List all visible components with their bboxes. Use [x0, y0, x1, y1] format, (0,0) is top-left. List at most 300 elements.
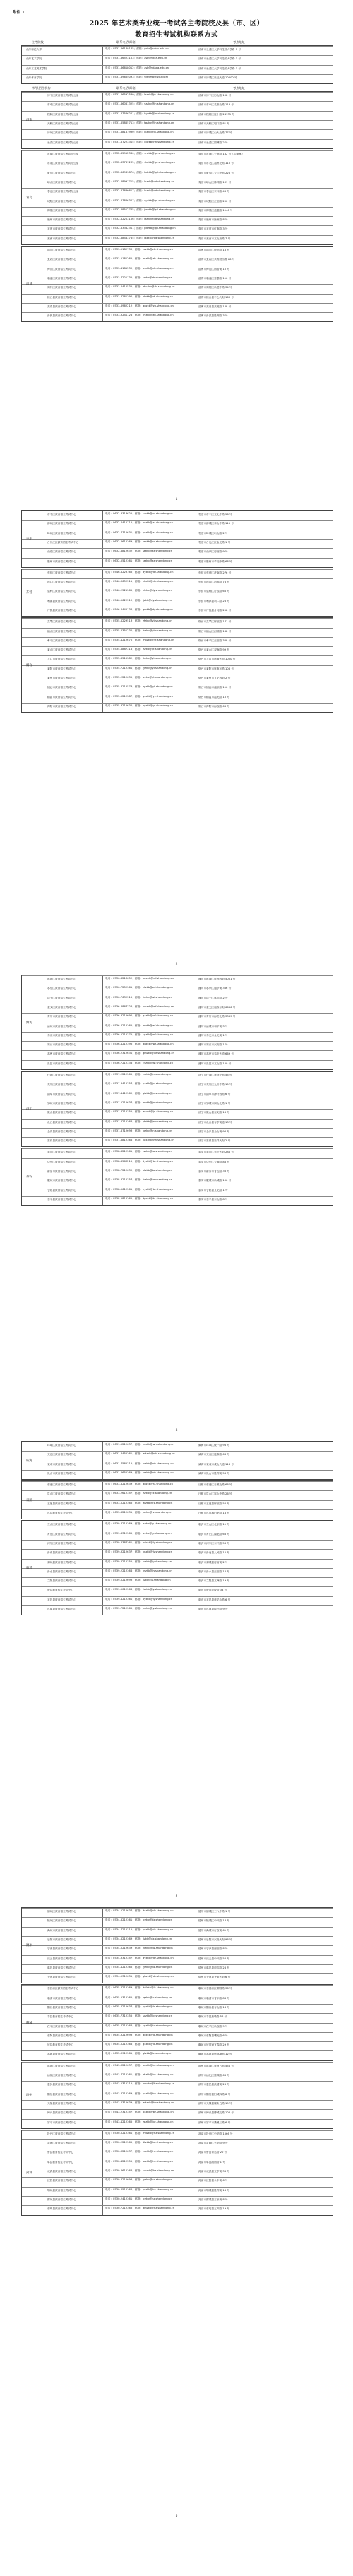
institution-name: 东平县教育招生考试中心 — [47, 1197, 76, 1201]
contact-info: 电话：0533-8261390；邮箱：htzkb@zb.shandong.cn — [105, 295, 173, 298]
exam-site-address: 临沂市河东区东兴路 56 号 — [198, 1541, 229, 1545]
exam-site-address: 济宁市任城区建设北路 55 号 — [198, 1074, 232, 1076]
institution-name: 阳谷县教育招生考试中心 — [47, 2005, 76, 2009]
exam-site-address: 潍坊市昌邑市文山路 100 号 — [198, 1062, 232, 1065]
contact-info: 电话：0543-4212365；邮箱：zpzkb@bz.shandong.cn — [105, 2120, 174, 2123]
institution-name: 青州市教育招生考试中心 — [47, 1015, 76, 1019]
province-label: 日照 — [26, 1498, 32, 1502]
exam-site-address: 聊城市临清市青年路 88 号 — [198, 1996, 229, 2000]
table-row — [22, 1509, 333, 1519]
exam-site-address: 临沂市平邑县莲花山路 6 号 — [198, 1598, 231, 1601]
table-row — [22, 101, 333, 111]
institution-name: 坊子区教育招生考试中心 — [47, 996, 76, 999]
contact-info: 电话：0534-8212361；邮箱：lczkb@dz.shandong.cn — [105, 1918, 173, 1922]
table-row — [22, 684, 333, 694]
institution-name: 鄄城县教育招生考试中心 — [47, 2197, 76, 2201]
exam-site-address: 滨州市阳信县阳城四路 8 号 — [198, 2092, 231, 2096]
exam-site-address: 青岛市即墨区蓝鳌路 1146 号 — [198, 208, 233, 212]
exam-site-address: 济宁市邹城市岗山北路 1 号 — [198, 1101, 231, 1105]
table-row — [22, 1973, 333, 1983]
exam-site-address: 菏泽市定陶区兴华路 9 号 — [198, 2142, 228, 2145]
table-row — [22, 618, 333, 628]
institution-name: 滕州市教育招生考试中心 — [47, 559, 76, 563]
contact-info: 电话：0635-4212368；邮箱：cpzkb@lc.shandong.cn — [105, 2024, 173, 2027]
institution-name: 东港区教育招生考试中心 — [47, 1483, 76, 1487]
institution-name: 五莲县教育招生考试中心 — [47, 1502, 76, 1505]
table-row — [22, 1109, 333, 1119]
table-row — [22, 1605, 333, 1615]
table-row — [22, 1060, 333, 1070]
contact-info: 电话：0530-4212355；邮箱：sxzkb@hz.shandong.cn — [105, 2159, 174, 2163]
contact-info: 电话：0537-8212355；邮箱：wszkb@jn.shandong.cn — [105, 1110, 174, 1114]
contact-info: 电话：0538-5612361；邮箱：nyzkb@ta.shandong.cn — [105, 1187, 174, 1191]
table-row — [22, 637, 333, 647]
table-row — [22, 1985, 333, 1995]
institution-name: 牟平区教育招生考试中心 — [47, 639, 76, 642]
table-row — [22, 548, 333, 558]
table-row — [22, 1927, 333, 1937]
province-label: 东营 — [26, 591, 32, 595]
contact-info: 电话：0546-2521365；邮箱：klzkb@dy.shandong.cn — [105, 589, 173, 593]
institution-name: 高密市教育招生考试中心 — [47, 1052, 76, 1056]
exam-site-address: 青岛市崂山区株洲路 131 号 — [198, 180, 232, 184]
institution-name: 定陶区教育招生考试中心 — [47, 2142, 76, 2145]
institution-name: 沂南县教育招生考试中心 — [47, 1551, 76, 1555]
table-row — [22, 2168, 333, 2178]
table-row — [22, 256, 333, 266]
table-row — [22, 2159, 333, 2168]
exam-site-address: 滨州市惠民县鼓楼街 26 号 — [198, 2083, 229, 2087]
table-row — [22, 1128, 333, 1138]
table-row — [22, 1451, 333, 1461]
institution-name: 沂源县教育招生考试中心 — [47, 314, 76, 318]
exam-site-address: 临沂市费县建设路 38 号 — [198, 1589, 227, 1592]
exam-site-address: 德州市德城区三八中路 1 号 — [198, 1910, 231, 1913]
contact-info: 电话：0531-89655093；邮箱：sdtyzsb@163.com — [105, 75, 169, 78]
contact-info: 电话：0535-8515382；邮箱：lkzkb@yt.shandong.cn — [105, 657, 172, 660]
table-row — [22, 1013, 333, 1023]
contact-table — [21, 510, 333, 568]
table-row — [22, 1577, 333, 1587]
exam-site-address: 滨州市无棣县棣新五路 19 号 — [198, 2101, 232, 2105]
table-row — [22, 530, 333, 540]
institution-name: 山亭区教育招生考试中心 — [47, 550, 76, 554]
table-row — [22, 1568, 333, 1578]
contact-info: 电话：0539-3212637；邮箱：ynzkb@ly.shandong.cn — [105, 1550, 173, 1554]
contact-info: 电话：0635-5212366；邮箱：gxzkb@lc.shandong.cn — [105, 2043, 173, 2046]
institution-name: 德城区教育招生考试中心 — [47, 1910, 76, 1913]
exam-site-address: 滨州市滨城区黄河五路 556 号 — [198, 2064, 234, 2067]
exam-site-address: 济宁市兖州区九州中路 15 号 — [198, 1083, 232, 1086]
exam-site-address: 威海市荣成市成山大道 118 号 — [198, 1462, 234, 1466]
exam-site-address: 烟台市龙口市港城大道 1000 号 — [198, 658, 236, 661]
contact-info: 电话：0535-8212573；邮箱：zyzkb@yt.shandong.cn — [105, 685, 173, 689]
contact-table — [21, 150, 333, 245]
contact-info: 电话：0531-86618012；邮箱：zsb@sdada.edu.cn — [105, 66, 169, 69]
institution-name: 兰山区教育招生考试中心 — [47, 1523, 76, 1526]
exam-site-address: 威海市文登区昆嵛路 68 号 — [198, 1453, 229, 1456]
contact-info: 电话：0536-6212365；邮箱：zczkb@wf.shandong.cn — [105, 1023, 173, 1027]
exam-site-address: 聊城市冠县冠宜春路 29 号 — [198, 2043, 229, 2047]
contact-info: 电话：0535-3212630；邮箱：hyzkb@yt.shandong.cn — [105, 704, 174, 707]
table-row — [22, 2130, 333, 2140]
contact-table — [21, 91, 333, 149]
institution-name: 槐荫区教育招生考试办公室 — [47, 112, 79, 116]
contact-info: 电话：0537-5212637；邮箱：zczkb@jn.shandong.cn — [105, 1100, 173, 1104]
exam-site-address: 威海市环翠区统一路 98 号 — [198, 1444, 229, 1447]
contact-info: 电话：0632-5512361；邮箱：tzzkb@zz.shandong.cn — [105, 559, 173, 562]
exam-site-address: 日照市东港区日照北路 66 号 — [198, 1483, 232, 1487]
table-row — [22, 1995, 333, 2005]
contact-info: 电话：0534-3312357；邮箱：qyzkb@dz.shandong.cn — [105, 1956, 174, 1959]
document-title-line-2: 教育招生考试机构联系方式 — [135, 31, 218, 39]
contact-info: 电话：0532-83362311；邮箱：pdzkb@qd.shandong.cn — [105, 227, 176, 230]
table-row — [22, 303, 333, 313]
institution-name: 鱼台县教育招生考试中心 — [47, 1120, 76, 1124]
exam-site-address: 淄博市博山区西冶街 15 号 — [198, 267, 229, 271]
page-number: 4 — [175, 1895, 178, 1899]
exam-site-address: 烟台市福山区河滨路 168 号 — [198, 629, 232, 633]
exam-site-address: 临沂市郯城县府前街 2 号 — [198, 1560, 228, 1564]
contact-info: 电话：0532-86989876；邮箱：hdzkb@qd.shandong.cn — [105, 170, 176, 174]
contact-info: 电话：0531-87223315；邮箱：cqzkb@jn.shandong.cn — [105, 140, 174, 143]
exam-site-address: 临沂市莒南县振兴路 9 号 — [198, 1608, 228, 1611]
institution-name: 安丘市教育招生考试中心 — [47, 1043, 76, 1047]
table-row — [22, 1177, 333, 1187]
province-label: 潍坊 — [26, 1021, 32, 1025]
table-row — [22, 1148, 333, 1158]
table-row — [22, 1470, 333, 1480]
contact-table — [21, 246, 333, 322]
province-label: 聊城 — [26, 2021, 32, 2025]
exam-site-address: 德州市陵城区中兴路 18 号 — [198, 1919, 229, 1923]
institution-name: 茌平区教育招生考试中心 — [47, 2024, 76, 2028]
table-row — [22, 2023, 333, 2033]
exam-site-address: 济南市长清区大学科技园大学路 1 号 — [198, 48, 241, 51]
contact-info: 电话：0535-5212387；邮箱：qxzkb@yt.shandong.cn — [105, 694, 174, 698]
institution-name: 东昌府区教育招生考试中心 — [47, 1987, 79, 1990]
table-row — [22, 179, 333, 189]
table-row — [22, 225, 333, 235]
contact-info: 电话：0530-2412361；邮箱：jczkb@hz.shandong.cn — [105, 2197, 173, 2200]
exam-site-address: 青岛市李沧区京口路 46 号 — [198, 190, 229, 194]
contact-info: 电话：0535-6229513；邮箱：zfzkb@yt.shandong.cn — [105, 619, 172, 623]
exam-site-address: 淄博市临淄区晏婴路 116 号 — [198, 276, 232, 280]
institution-name: 邹城市教育招生考试中心 — [47, 1101, 76, 1105]
institution-name: 长清区教育招生考试办公室 — [47, 141, 79, 144]
contact-table — [21, 2130, 333, 2216]
institution-name: 曹县教育招生考试中心 — [47, 2151, 73, 2154]
contact-info: 电话：0530-3212637；邮箱：cxzkb@hz.shandong.cn — [105, 2150, 174, 2154]
exam-site-address: 济宁市鱼台县谷亭街道 13 号 — [198, 1120, 232, 1124]
contact-info: 电话：0536-3212690；邮箱：qzzkb@wf.shandong.cn — [105, 1014, 174, 1018]
institution-name: 微山县教育招生考试中心 — [47, 1111, 76, 1115]
table-row — [22, 207, 333, 217]
province-label: 威海 — [26, 1459, 32, 1463]
exam-site-address: 临沂市沂南县人民路 10 号 — [198, 1551, 229, 1555]
table-row — [22, 1187, 333, 1197]
exam-site-address: 泰安市宁阳县文化路 1 号 — [198, 1188, 228, 1192]
contact-info: 电话：0633-8212639；邮箱：dgzkb@rz.shandong.cn — [105, 1483, 174, 1486]
institution-name: 市中区教育招生考试中心 — [47, 513, 76, 516]
exam-site-address: 泰安市泰山区东岳大街 286 号 — [198, 1151, 234, 1154]
exam-site-address: 济南市长清区园博路 2 号 — [198, 141, 228, 144]
exam-site-address: 菏泽市东明县五四路 19 号 — [198, 2207, 229, 2211]
exam-site-address: 烟台市海阳市海政路 66 号 — [198, 704, 229, 708]
exam-site-address: 济南市历下区历山路 108 号 — [198, 94, 232, 97]
contact-info: 电话：0543-7212361；邮箱：zhzkb@bz.shandong.cn — [105, 2073, 174, 2077]
contact-info: 电话：0635-3212693；邮箱：dezkb@lc.shandong.cn — [105, 2033, 173, 2036]
table-row — [22, 1461, 333, 1471]
contact-info: 电话：0633-6212631；邮箱：jxzkb@rz.shandong.cn — [105, 1511, 172, 1514]
contact-info: 电话：0534-2212637；邮箱：dczkb@dz.shandong.cn — [105, 1909, 174, 1912]
contact-info: 电话：0633-5212365；邮箱：wlzkb@rz.shandong.cn — [105, 1501, 173, 1504]
exam-site-address: 日照市岚山区岚山中路 26 号 — [198, 1492, 232, 1496]
exam-site-address: 青岛市平度市红旗路 3 号 — [198, 227, 228, 231]
contact-table — [21, 2062, 333, 2129]
exam-site-address: 枣庄市山亭区府前路 9 号 — [198, 550, 228, 554]
institution-name: 阳信县教育招生考试中心 — [47, 2092, 76, 2096]
table-header — [0, 40, 353, 45]
institution-name: 高唐县教育招生考试中心 — [47, 2053, 76, 2056]
institution-name: 冠县教育招生考试中心 — [47, 2043, 73, 2047]
institution-name: 宁阳县教育招生考试中心 — [47, 1188, 76, 1192]
exam-site-address: 济南市天桥区堤口路 81 号 — [198, 122, 229, 126]
table-row — [22, 655, 333, 665]
contact-info: 电话：0533-6962212；邮箱：gqzkb@zb.shandong.cn — [105, 304, 174, 307]
contact-info: 电话：0532-82203106；邮箱：jzzkb@qd.shandong.cn — [105, 218, 174, 221]
institution-name: 市北区教育招生考试办公室 — [47, 162, 79, 165]
table-row — [22, 2032, 333, 2042]
contact-info: 电话：0536-7632315；邮箱：fzzkb@wf.shandong.cn — [105, 995, 173, 999]
contact-info: 电话：0531-86523103；邮箱：zsb@sdca.edu.cn — [105, 57, 167, 60]
contact-info: 电话：0537-3412357；邮箱：yzzkb@jn.shandong.cn — [105, 1082, 173, 1086]
table-row — [22, 2062, 333, 2072]
exam-site-address: 烟台市芝罘区解放路 171 号 — [198, 620, 232, 624]
exam-site-address: 淄博市沂源县胜利路 3 号 — [198, 314, 228, 318]
contact-info: 电话：0543-2312357；邮箱：bxzkb@bz.shandong.cn — [105, 2111, 174, 2114]
contact-table — [21, 45, 333, 84]
institution-name: 张店区教育招生考试中心 — [47, 258, 76, 261]
institution-name: 东明县教育招生考试中心 — [47, 2207, 76, 2211]
table-row — [22, 111, 333, 121]
institution-name: 历下区教育招生考试办公室 — [47, 94, 79, 97]
table-row — [22, 2109, 333, 2119]
table-row — [22, 129, 333, 139]
contact-info: 电话：0631-8452361；邮箱：wdzkb@wh.shandong.cn — [105, 1452, 175, 1456]
exam-site-address: 德州市宁津县阁阳路 8 号 — [198, 1947, 228, 1951]
attachment-label: 附件 1 — [13, 11, 25, 15]
contact-info: 电话：0635-6212637；邮箱：ygzkb@lc.shandong.cn — [105, 2005, 173, 2008]
institution-name: 即墨区教育招生考试中心 — [47, 208, 76, 212]
contact-info: 电话：0539-8312365；邮箱：lzzkb@ly.shandong.cn — [105, 1531, 172, 1535]
institution-name: 昌邑市教育招生考试中心 — [47, 1062, 76, 1065]
institution-name: 乐陵市教育招生考试中心 — [47, 1937, 76, 1941]
contact-info: 电话：0536-4212395；邮箱：aqzkb@wf.shandong.cn — [105, 1043, 174, 1046]
exam-site-address: 济宁市金乡县金山街 98 号 — [198, 1129, 229, 1133]
contact-info: 电话：0531-88161930；邮箱：lczkb@jn.shandong.cn — [105, 131, 174, 134]
institution-name: 费县教育招生考试中心 — [47, 1589, 73, 1592]
exam-site-address: 菏泽市单县湖西路 1 号 — [198, 2160, 225, 2164]
exam-site-address: 枣庄市峄城区坛山路 2 号 — [198, 531, 228, 535]
exam-site-address: 菏泽市鄄城县古泉街 8 号 — [198, 2197, 228, 2201]
table-row — [22, 628, 333, 638]
contact-info: 电话：0539-7212365；邮箱：jnzkb@ly.shandong.cn — [105, 1607, 172, 1610]
institution-name: 荣成市教育招生考试中心 — [47, 1462, 76, 1466]
institution-name: 莱西市教育招生考试中心 — [47, 237, 76, 240]
table-row — [22, 2139, 333, 2149]
contact-info: 电话：0632-3313622；邮箱：szzkb@zz.shandong.cn — [105, 512, 173, 515]
institution-name: 招远市教育招生考试中心 — [47, 686, 76, 689]
institution-name: 陵城区教育招生考试中心 — [47, 1919, 76, 1923]
exam-site-address: 菏泽市巨野县永丰街 6 号 — [198, 2179, 228, 2183]
province-label: 青岛 — [26, 196, 32, 200]
institution-name: 河东区教育招生考试中心 — [47, 1541, 76, 1545]
contact-info: 电话：0531-85865713；邮箱：tqzkb@jn.shandong.cn — [105, 121, 174, 125]
institution-name: 东阿县教育招生考试中心 — [47, 2034, 76, 2037]
table-row — [22, 1917, 333, 1927]
institution-name: 兰陵县教育招生考试中心 — [47, 1579, 76, 1583]
exam-site-address: 菏泽市郓城县胜利街 16 号 — [198, 2188, 229, 2192]
table-row — [22, 55, 333, 65]
institution-name: 市南区教育招生考试办公室 — [47, 153, 79, 155]
contact-info: 电话：0633-2612357；邮箱：lszkb@rz.shandong.cn — [105, 1492, 172, 1495]
exam-site-address: 东营市东营区济南路 276 号 — [198, 571, 232, 574]
header-c3: 考点地址 — [233, 40, 245, 44]
table-row — [22, 646, 333, 656]
institution-name: 惠民县教育招生考试中心 — [47, 2083, 76, 2087]
institution-name: 郯城县教育招生考试中心 — [47, 1560, 76, 1564]
contact-info: 电话：0539-2212368；邮箱：yszkb@ly.shandong.cn — [105, 1569, 172, 1572]
contact-info: 电话：0537-6212368；邮箱：ytzkb@jn.shandong.cn — [105, 1120, 172, 1123]
contact-info: 电话：0530-6512366；邮箱：yczkb@hz.shandong.cn — [105, 2188, 174, 2191]
contact-info: 电话：0631-6652369；邮箱：rszkb@wh.shandong.cn — [105, 1471, 174, 1474]
table-row — [22, 188, 333, 198]
institution-name: 崂山区教育招生考试中心 — [47, 180, 76, 184]
exam-site-address: 潍坊市寿光市金光街 1 号 — [198, 1033, 228, 1037]
table-row — [22, 150, 333, 160]
institution-name: 齐河县教育招生考试中心 — [47, 1976, 76, 1979]
document-title-line-1: 2025 年艺术类专业统一考试各主考院校及县（市、区） — [89, 20, 264, 28]
exam-site-address: 济南市历城区山大北路 77 号 — [198, 131, 232, 135]
exam-site-address: 烟台市牟平区正阳路 368 号 — [198, 639, 232, 642]
contact-table — [21, 1984, 333, 2060]
table-row — [22, 2004, 333, 2014]
table-row — [22, 120, 333, 130]
exam-site-address: 淄博市张店区共青团西路 68 号 — [198, 258, 235, 261]
institution-name: 历城区教育招生考试办公室 — [47, 131, 79, 135]
institution-name: 东营区教育招生考试中心 — [47, 571, 76, 574]
exam-site-address: 滨州市邹平市黛溪三路 6 号 — [198, 2120, 231, 2124]
contact-info: 电话：0543-8212369；邮箱：yxzkb@bz.shandong.cn — [105, 2091, 174, 2095]
table-row — [22, 312, 333, 322]
institution-name: 嘉祥县教育招生考试中心 — [47, 1139, 76, 1143]
exam-site-address: 德州市临邑县迎宾路 28 号 — [198, 1966, 229, 1969]
header-c2: 联系电话/邮箱 — [116, 86, 136, 90]
province-label: 临沂 — [26, 1566, 32, 1570]
table-row — [22, 1908, 333, 1918]
header-c2: 联系电话/邮箱 — [116, 40, 136, 44]
contact-info: 电话：0635-7312355；邮箱：sxzkb@lc.shandong.cn — [105, 2014, 173, 2018]
institution-name: 台儿庄区教育招生考试中心 — [47, 540, 79, 544]
table-row — [22, 266, 333, 275]
institution-name: 庆云县教育招生考试中心 — [47, 1957, 76, 1960]
exam-site-address: 泰安市岱岳区长城路 88 号 — [198, 1160, 229, 1163]
institution-name: 山东师范大学 — [26, 48, 42, 51]
contact-info: 电话：0530-8612368；邮箱：cwzkb@hz.shandong.cn — [105, 2169, 174, 2173]
table-row — [22, 2072, 333, 2082]
table-row — [22, 1586, 333, 1596]
institution-name: 胶州市教育招生考试中心 — [47, 218, 76, 222]
contact-info: 电话：0531-86180165；邮箱：ysks@sdnu.edu.cn — [105, 47, 169, 50]
contact-info: 电话：0538-7212639；邮箱：xtzkb@ta.shandong.cn — [105, 1168, 173, 1172]
exam-site-address: 聊城市茌平区新政路 9 号 — [198, 2024, 228, 2028]
table-row — [22, 1041, 333, 1051]
exam-site-address: 济南市槐荫区经十路 24135 号 — [198, 112, 234, 116]
institution-name: 寒亭区教育招生考试中心 — [47, 987, 76, 990]
contact-table — [21, 1520, 333, 1615]
institution-name: 成武县教育招生考试中心 — [47, 2170, 76, 2173]
table-row — [22, 1549, 333, 1559]
table-row — [22, 1032, 333, 1042]
table-row — [22, 2091, 333, 2101]
contact-info: 电话：0632-6612369；邮箱：tezkb@zz.shandong.cn — [105, 540, 173, 543]
table-row — [22, 1531, 333, 1541]
exam-site-address: 泰安市肥城市新城路 106 号 — [198, 1179, 232, 1182]
institution-name: 博山区教育招生考试中心 — [47, 267, 76, 271]
contact-table — [21, 1441, 333, 1480]
exam-site-address: 淄博市桓台县中心大街 163 号 — [198, 295, 234, 299]
table-row — [22, 694, 333, 704]
exam-site-address: 烟台市招远市温泉路 116 号 — [198, 686, 232, 689]
table-row — [22, 294, 333, 304]
institution-name: 山东体育学院 — [26, 76, 42, 79]
page-number: 5 — [175, 2515, 178, 2518]
page-number: 3 — [175, 1429, 178, 1432]
table-row — [22, 1596, 333, 1606]
exam-site-address: 菏泽市曹县青岛路 20 号 — [198, 2151, 227, 2154]
table-row — [22, 1072, 333, 1081]
contact-info: 电话：0535-6351230；邮箱：fszkb@yt.shandong.cn — [105, 629, 172, 632]
contact-table — [21, 1148, 333, 1206]
exam-site-address: 聊城市东昌府区柳园路 36 号 — [198, 1987, 232, 1990]
institution-name: 寿光市教育招生考试中心 — [47, 1033, 76, 1037]
institution-name: 淄川区教育招生考试中心 — [47, 249, 76, 251]
header-c3: 考点地址 — [233, 86, 245, 90]
institution-name: 金乡县教育招生考试中心 — [47, 1129, 76, 1133]
institution-name: 海阳市教育招生考试中心 — [47, 704, 76, 708]
institution-name: 新泰市教育招生考试中心 — [47, 1169, 76, 1173]
exam-site-address: 济南市市中区英雄山路 113 号 — [198, 103, 234, 107]
exam-site-address: 潍坊市青州市海岱北路 3369 号 — [198, 1015, 236, 1019]
table-row — [22, 2196, 333, 2206]
institution-name: 莱州市教育招生考试中心 — [47, 677, 76, 680]
contact-info: 电话：0533-5182730；邮箱：zczkb@zb.shandong.cn — [105, 248, 174, 251]
exam-site-address: 威海市乳山市胜利街 56 号 — [198, 1471, 229, 1475]
table-row — [22, 2205, 333, 2215]
table-row — [22, 1196, 333, 1206]
exam-site-address: 青岛市城阳区正阳路 200 号 — [198, 199, 232, 203]
table-row — [22, 1119, 333, 1129]
institution-name: 莒县教育招生考试中心 — [47, 1512, 73, 1515]
contact-info: 电话：0536-5212375；邮箱：sgzkb@wf.shandong.cn — [105, 1033, 174, 1036]
table-row — [22, 1091, 333, 1100]
contact-info: 电话：0532-88997715；邮箱：lszkb@qd.shandong.cn — [105, 179, 174, 183]
exam-site-address: 菏泽市成武县文亭街 36 号 — [198, 2170, 229, 2173]
table-row — [22, 2149, 333, 2159]
exam-site-address: 烟台市莱州市文化西街 2 号 — [198, 677, 231, 680]
table-row — [22, 985, 333, 995]
